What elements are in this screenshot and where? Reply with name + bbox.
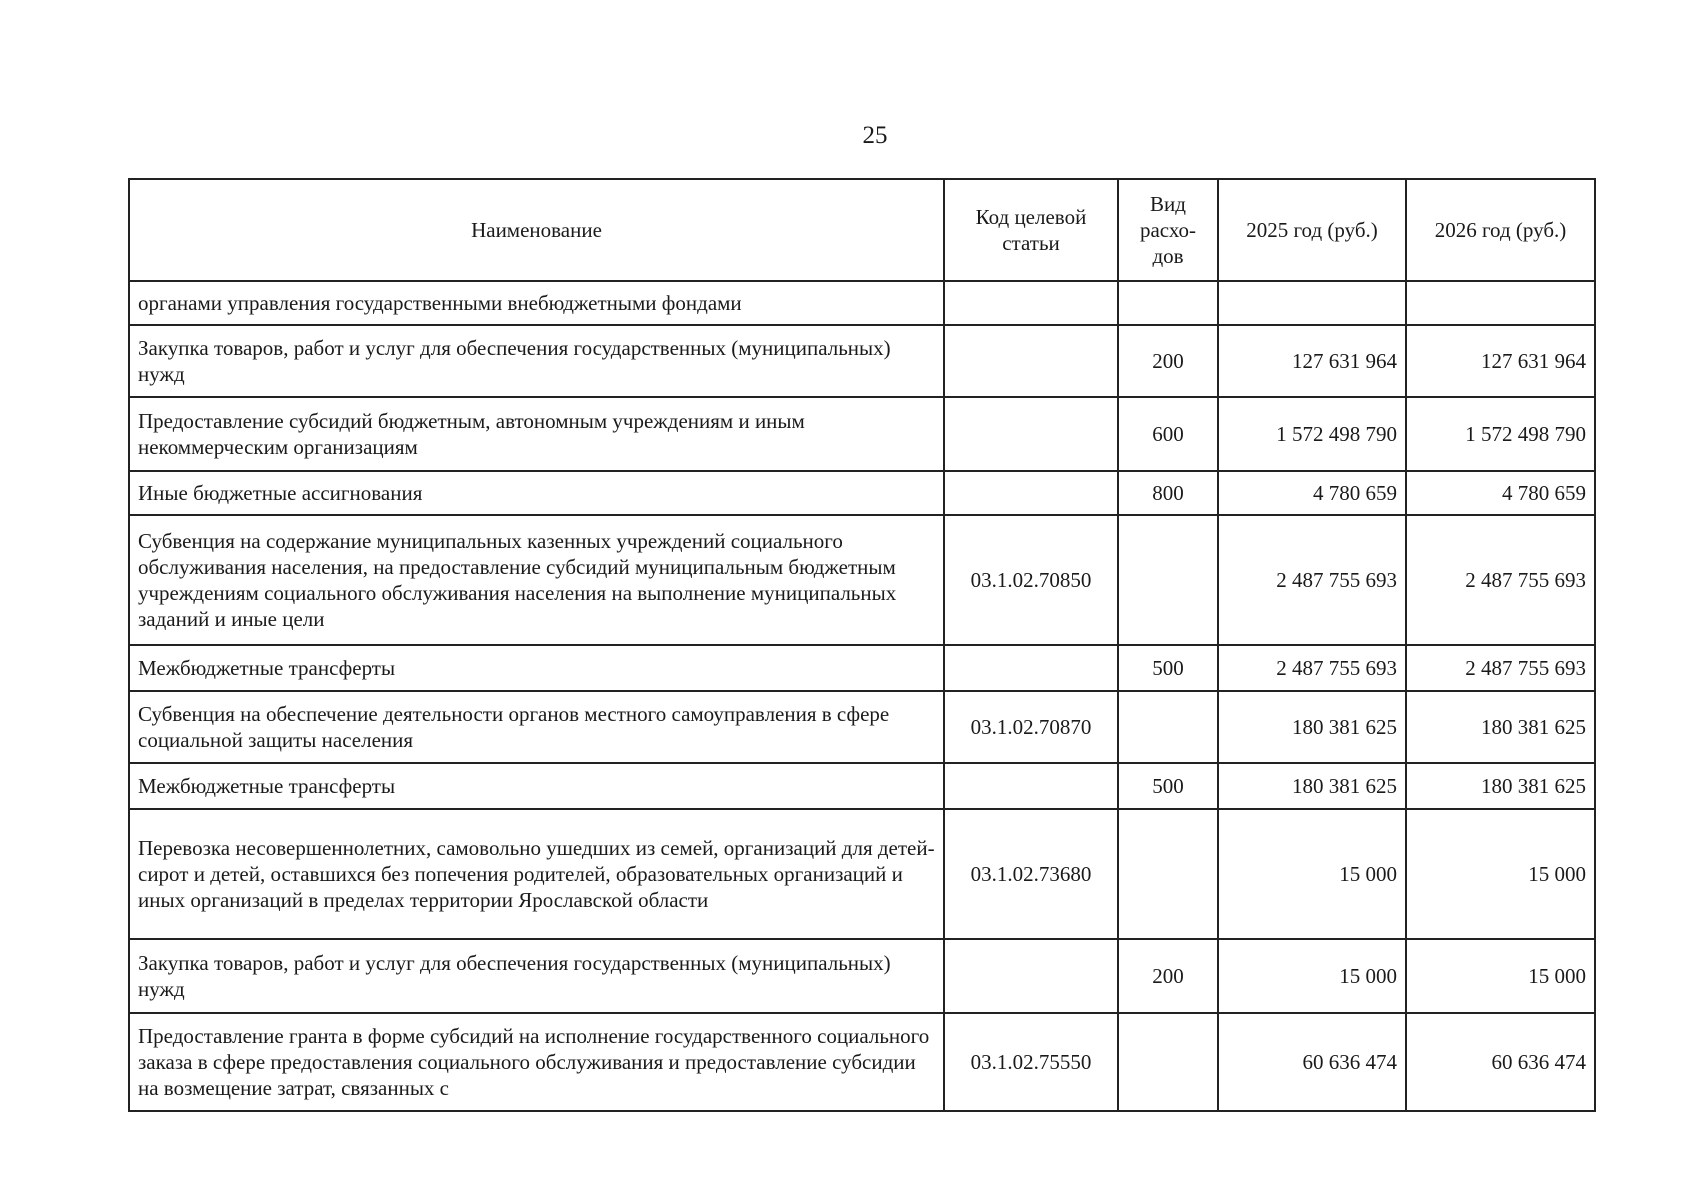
row-name: органами управления государственными внебюджетными фондами	[129, 281, 944, 325]
budget-table	[128, 178, 1596, 1112]
row-name: Межбюджетные трансферты	[129, 645, 944, 691]
row-2026	[1406, 281, 1595, 325]
row-2026: 4 780 659	[1406, 471, 1595, 515]
header-type: Вид расхо-дов	[1118, 179, 1218, 281]
table-row	[129, 1013, 1595, 1111]
row-type	[1118, 1013, 1218, 1111]
row-2025: 2 487 755 693	[1218, 645, 1406, 691]
row-name: Предоставление гранта в форме субсидий на исполнение государственного социального заказа в сфере предоставления социального обслуживания и предоставление субсидии на возмещение затрат, связанных с	[129, 1013, 944, 1111]
row-code	[944, 939, 1118, 1013]
row-2025	[1218, 281, 1406, 325]
row-code: 03.1.02.70850	[944, 515, 1118, 645]
row-2026: 2 487 755 693	[1406, 515, 1595, 645]
row-2025: 1 572 498 790	[1218, 397, 1406, 471]
row-2026: 127 631 964	[1406, 325, 1595, 397]
row-type: 200	[1118, 325, 1218, 397]
row-2026: 180 381 625	[1406, 691, 1595, 763]
table-row	[129, 515, 1595, 645]
header-row	[129, 179, 1595, 281]
row-type: 500	[1118, 645, 1218, 691]
row-2025: 15 000	[1218, 939, 1406, 1013]
table-row	[129, 471, 1595, 515]
row-2025: 127 631 964	[1218, 325, 1406, 397]
table-row	[129, 763, 1595, 809]
row-code	[944, 645, 1118, 691]
row-2026: 180 381 625	[1406, 763, 1595, 809]
header-2025: 2025 год (руб.)	[1218, 179, 1406, 281]
table-row	[129, 809, 1595, 939]
row-code	[944, 397, 1118, 471]
row-2026: 1 572 498 790	[1406, 397, 1595, 471]
row-code	[944, 281, 1118, 325]
row-name: Закупка товаров, работ и услуг для обеспечения государственных (муниципальных) нужд	[129, 325, 944, 397]
table-header	[129, 179, 1595, 281]
table-row	[129, 939, 1595, 1013]
row-code: 03.1.02.70870	[944, 691, 1118, 763]
row-name: Предоставление субсидий бюджетным, автономным учреждениям и иным некоммерческим организациям	[129, 397, 944, 471]
table-row	[129, 325, 1595, 397]
row-2025: 4 780 659	[1218, 471, 1406, 515]
row-2025: 60 636 474	[1218, 1013, 1406, 1111]
row-type: 600	[1118, 397, 1218, 471]
row-2025: 15 000	[1218, 809, 1406, 939]
row-type	[1118, 515, 1218, 645]
row-name: Закупка товаров, работ и услуг для обеспечения государственных (муниципальных) нужд	[129, 939, 944, 1013]
row-2025: 180 381 625	[1218, 691, 1406, 763]
row-name: Субвенция на содержание муниципальных казенных учреждений социального обслуживания населения, на предоставление субсидий муниципальным бюджетным учреждениям социального обслуживания населения на выполнение муниципальных заданий и иные цели	[129, 515, 944, 645]
row-name: Перевозка несовершеннолетних, самовольно ушедших из семей, организаций для детей-сирот и детей, оставшихся без попечения родителей, образовательных организаций и иных организаций в пределах территории Ярославской области	[129, 809, 944, 939]
row-name: Иные бюджетные ассигнования	[129, 471, 944, 515]
table-row	[129, 397, 1595, 471]
header-2026: 2026 год (руб.)	[1406, 179, 1595, 281]
table-body	[129, 281, 1595, 1111]
header-code: Код целевой статьи	[944, 179, 1118, 281]
row-2026: 15 000	[1406, 809, 1595, 939]
row-code: 03.1.02.75550	[944, 1013, 1118, 1111]
row-2026: 60 636 474	[1406, 1013, 1595, 1111]
row-type: 500	[1118, 763, 1218, 809]
row-type: 200	[1118, 939, 1218, 1013]
row-code	[944, 471, 1118, 515]
row-type	[1118, 281, 1218, 325]
row-2025: 180 381 625	[1218, 763, 1406, 809]
row-2026: 2 487 755 693	[1406, 645, 1595, 691]
table-row	[129, 281, 1595, 325]
header-name: Наименование	[129, 179, 944, 281]
row-code	[944, 325, 1118, 397]
row-2025: 2 487 755 693	[1218, 515, 1406, 645]
row-type	[1118, 809, 1218, 939]
table-row	[129, 645, 1595, 691]
row-type	[1118, 691, 1218, 763]
row-code: 03.1.02.73680	[944, 809, 1118, 939]
row-name: Субвенция на обеспечение деятельности органов местного самоуправления в сфере социальной защиты населения	[129, 691, 944, 763]
row-name: Межбюджетные трансферты	[129, 763, 944, 809]
row-type: 800	[1118, 471, 1218, 515]
table-row	[129, 691, 1595, 763]
row-2026: 15 000	[1406, 939, 1595, 1013]
page-number: 25	[862, 122, 888, 149]
row-code	[944, 763, 1118, 809]
